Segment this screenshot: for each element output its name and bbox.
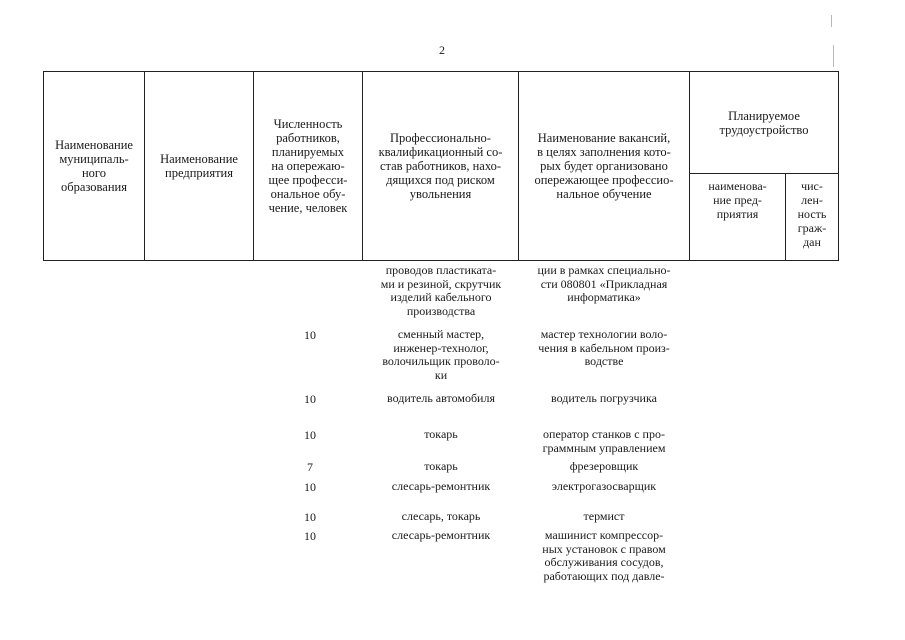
count-cell: 10 — [304, 529, 316, 543]
count-cell: 7 — [307, 460, 313, 474]
count-cell: 10 — [304, 510, 316, 524]
qualification-cell: водитель автомобиля — [387, 391, 495, 405]
qualification-cell: слесарь-ремонтник — [391, 528, 491, 542]
vacancy-cell: машинист компрессор- ных установок с правом обслуживания сосудов, работающих под давле- — [542, 528, 666, 583]
qualification-cell: слесарь-ремонтник — [391, 479, 491, 493]
header-workers-count: Численность работников, планируемых на опережаю- щее професси- ональное обу- чение, человек — [253, 71, 363, 261]
header-qualification: Профессионально- квалификационный со- став работников, нахо- дящихся под риском увольнения — [362, 71, 519, 261]
vacancy-cell: электрогазосварщик — [551, 479, 657, 493]
scan-artifact-line — [831, 15, 832, 27]
qualification-cell: токарь — [424, 459, 458, 473]
qualification-cell: сменный мастер, инженер-технолог, волочильщик проволо- ки — [382, 327, 500, 382]
page-number: 2 — [439, 43, 445, 57]
qualification-cell: слесарь, токарь — [401, 509, 481, 523]
vacancy-cell: оператор станков с про- граммным управлением — [542, 427, 666, 455]
header-planned-employment: Планируемое трудоустройство — [689, 71, 839, 174]
qualification-cell: токарь — [424, 427, 458, 441]
header-planned-enterprise: наименова- ние пред- приятия — [689, 173, 786, 261]
count-cell: 10 — [304, 328, 316, 342]
header-vacancies: Наименование вакансий, в целях заполнения кото- рых будет организовано опережающее профессио- нальное обучение — [518, 71, 690, 261]
vacancy-cell: термист — [583, 509, 625, 523]
header-planned-count: чис- лен- ность граж- дан — [785, 173, 839, 261]
count-cell: 10 — [304, 428, 316, 442]
count-cell: 10 — [304, 480, 316, 494]
vacancy-cell: водитель погрузчика — [551, 391, 657, 405]
qualification-cell: проводов пластиката- ми и резиной, скрутчик изделий кабельного производства — [380, 263, 502, 318]
header-municipality: Наименование муниципаль- ного образования — [43, 71, 145, 261]
vacancy-cell: фрезеровщик — [569, 459, 639, 473]
vacancy-cell: мастер технологии воло- чения в кабельном произ- водстве — [538, 327, 670, 368]
count-cell: 10 — [304, 392, 316, 406]
vacancy-cell: ции в рамках специально- сти 080801 «Прикладная информатика» — [537, 263, 671, 304]
scan-artifact-line — [833, 45, 834, 67]
header-enterprise: Наименование предприятия — [144, 71, 254, 261]
